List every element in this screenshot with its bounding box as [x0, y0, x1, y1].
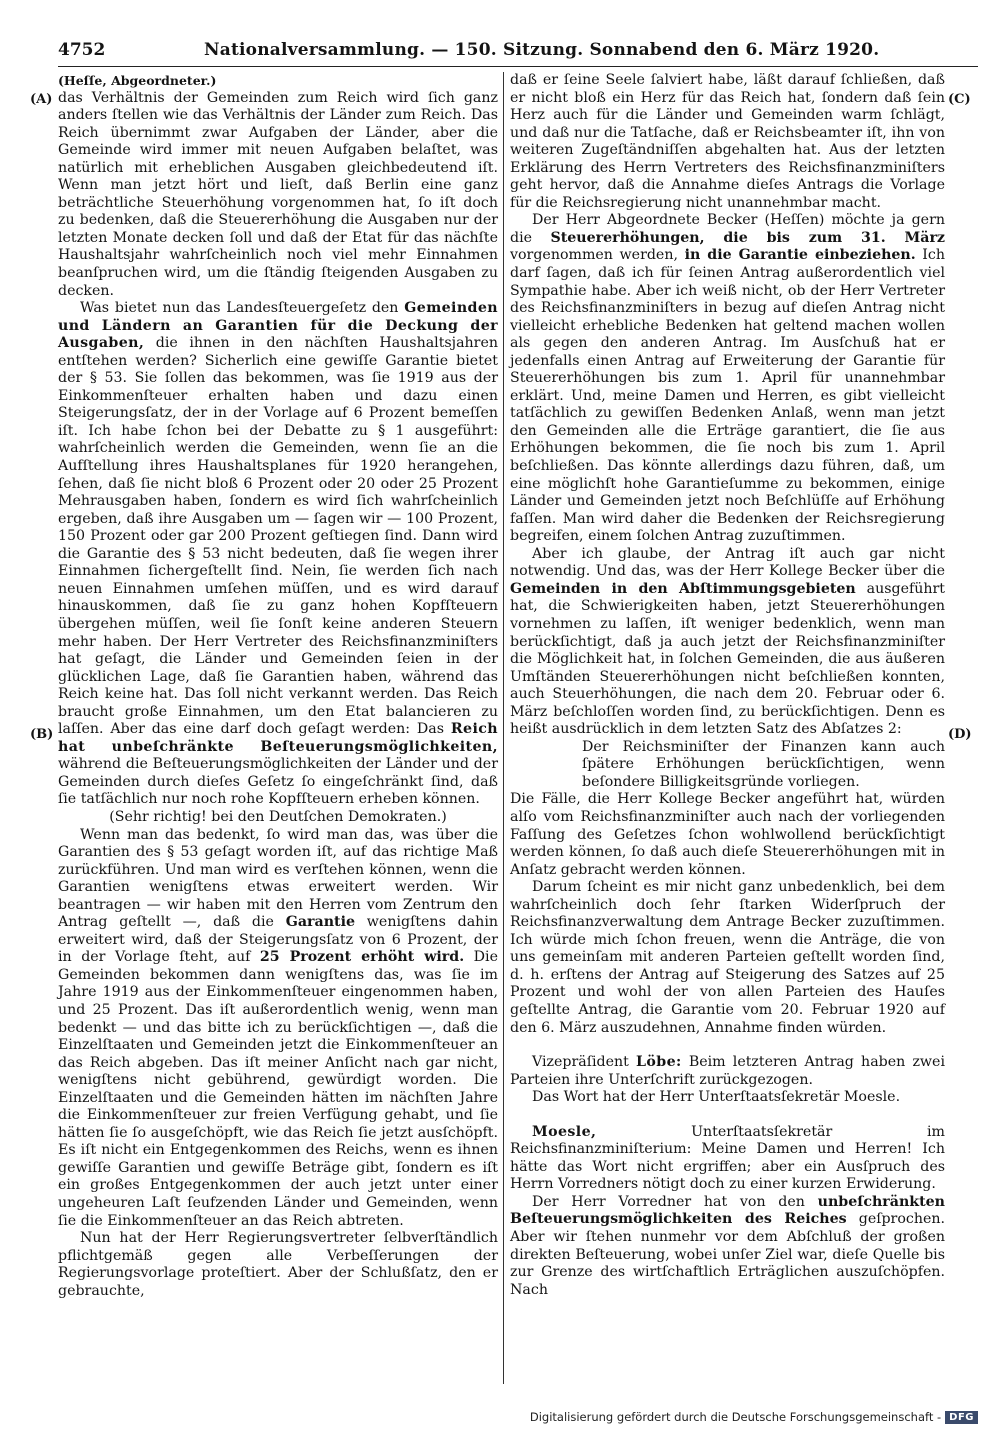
margin-mark-b: (B) [30, 727, 54, 742]
column-separator [503, 72, 504, 1384]
margin-mark-a: (A) [30, 92, 53, 107]
paragraph: Der Herr Vorredner hat von den unbeſchränkten Beſteuerungsmöglichkeiten des Reiches geſprochen. Aber wir ſtehen nunmehr vor dem Abſchluß der großen direkten Beſteuerung, wobei unſer Ziel war, dieſe Quelle bis zur Grenze des wirtſchaftlich Erträglichen auszuſchöpfen. Nach [510, 1193, 946, 1298]
paragraph: Der Herr Abgeordnete Becker (Heſſen) möchte ja gern die Steuererhöhungen, die bis zum 31. März vorgenommen werden, in die Garantie einbeziehen. Ich darf ſagen, daß ich für ſeinen Antrag außerordentlich viel Sympathie habe. Aber ich weiß nicht, ob der Herr Vertreter des Reichsfinanzminiſters in bezug auf dieſen Antrag nicht vielleicht erhebliche Bedenken hat geltend machen wollen als gegen den anderen Antrag. Im Ausſchuß hat er jedenfalls einen Antrag auf Erweiterung der Garantie für Steuererhöhungen bis zum 1. April für unannehmbar erklärt. Und, meine Damen und Herren, es gibt vielleicht tatſächlich zu gewiſſen Bedenken Anlaß, wenn man jetzt den Gemeinden alle die Erträge garantiert, die ſie aus Erhöhungen bekommen, die ſie noch bis zum 1. April beſchließen. Das könnte allerdings dazu führen, daß, um eine möglichſt hohe Garantieſumme zu bekommen, einige Länder und Gemeinden jetzt noch Beſchlüſſe auf Erhöhung faſſen. Man wird daher die Bedenken der Reichsregierung begreifen, einem ſolchen Antrag zuzuſtimmen. [510, 212, 945, 545]
paragraph: Die Fälle, die Herr Kollege Becker angeführt hat, würden alſo vom Reichsfinanzminiſter auch nach der vorliegenden Faſſung des Geſetzes ſchon wohlwollend berückſichtigt werden können, ſo daß auch dieſe Steuererhöhungen mit in Anſatz gebracht werden können. [510, 791, 945, 878]
paragraph: Was bietet nun das Landesſteuergeſetz den Gemeinden und Ländern an Garantien für die Deckung der Ausgaben, die ihnen in den nächſten Haushaltsjahren entſtehen werden? Sicherlich eine gewiſſe Garantie bietet der § 53. Sie ſollen das bekommen, was ſie 1919 aus der Einkommenſteuer erhalten haben und dazu einen Steigerungsſatz, der in der Vorlage auf 6 Prozent bemeſſen iſt. Ich habe ſchon bei der Debatte zu § 1 ausgeführt: wahrſcheinlich werden die Gemeinden, wenn ſie an die Aufſtellung ihres Haushaltsplanes für 1920 herangehen, ſehen, daß ſie nicht bloß 6 Prozent oder 20 oder 25 Prozent Mehrausgaben haben, ſondern es wird ſich wahrſcheinlich ergeben, daß ihre Ausgaben um — ſagen wir — 100 Prozent, 150 Prozent oder gar 200 Prozent geſtiegen ſind. Dann wird die Garantie des § 53 nicht bedeuten, daß ſie wegen ihrer Einnahmen ſichergeſtellt ſind. Nein, ſie werden ſich nach neuen Einnahmen umſehen müſſen, und es wird darauf hinauskommen, daß ſie zu ganz hohen Kopfſteuern übergehen müſſen, weil ſie ſonſt keine anderen Steuern mehr haben. Der Herr Vertreter des Reichsfinanzminiſters hat geſagt, die Länder und Gemeinden ſeien in der glücklichen Lage, daß ſie Garantien haben, während das Reich keine hat. Das ſoll nicht verkannt werden. Das Reich braucht große Einnahmen, um den Etat balancieren zu laſſen. Aber das eine darf doch geſagt werden: Das Reich hat unbeſchränkte Beſteuerungsmöglichkeiten, während die Beſteuerungsmöglichkeiten der Länder und der Gemeinden durch dieſes Geſetz ſo eingeſchränkt ſind, daß ſie tatſächlich nur noch rohe Kopfſteuern erheben können. [58, 300, 498, 808]
footer-text: Digitalisierung gefördert durch die Deutsche Forschungsgemeinschaft - [529, 1410, 942, 1424]
page-title: Nationalversammlung. — 150. Sitzung. Sonnabend den 6. März 1920. [203, 40, 880, 60]
paragraph: daß er ſeine Seele ſalviert habe, läßt darauf ſchließen, daß er nicht bloß ein Herz für das Reich hat, ſondern daß ſein Herz auch für die Länder und Gemeinden warm ſchlägt, und daß nur die Tatſache, daß er Reichsbeamter iſt, ihn von weiteren Zugeſtändniſſen abgehalten hat. Aus der letzten Erklärung des Herrn Vertreters des Reichsfinanzminiſters geht hervor, daß die Annahme dieſes Antrags die Vorlage für die Reichsregierung nicht unannehmbar macht. [510, 72, 945, 211]
header-rule [58, 66, 978, 67]
left-column [58, 72, 498, 1300]
digitization-footer [530, 1410, 978, 1424]
speaker-attribution: (Heſſe, Abgeordneter.) [58, 73, 217, 88]
paragraph: Darum ſcheint es mir nicht ganz unbedenklich, bei dem wahrſcheinlich doch ſehr ſtarken Widerſpruch der Reichsfinanzverwaltung dem Antrage Becker zuzuſtimmen. Ich würde mich ſchon freuen, wenn die Anträge, die von uns gemeinſam mit anderen Parteien geſtellt worden ſind, d. h. erſtens der Antrag auf Steigerung des Satzes auf 25 Prozent und wohl der von allen Parteien des Hauſes geſtellte Antrag, die Garantie vom 20. Februar 1920 auf den 6. März auszudehnen, Annahme finden würden. [510, 879, 945, 1036]
paragraph: das Verhältnis der Gemeinden zum Reich wird ſich ganz anders ſtellen wie das Verhältnis der Länder zum Reich. Das Reich übernimmt zwar Aufgaben der Länder, aber die Gemeinde wird immer mit neuen Aufgaben belaſtet, was natürlich mit erheblichen Ausgaben gleichbedeutend iſt. Wenn man jetzt hört und lieſt, daß Berlin eine ganz beträchtliche Steuerhöhung vorgenommen hat, ſo iſt doch zu bedenken, daß die Steuererhöhung die Ausgaben nur der letzten Monate decken ſoll und daß der Etat für das nächſte Haushaltsjahr wahrſcheinlich noch viel mehr Einnahmen beanſpruchen wird, um die ſtändig ſteigenden Ausgaben zu decken. [58, 89, 498, 299]
paragraph: Vizepräſident Löbe: Beim letzteren Antrag haben zwei Parteien ihre Unterſchrift zurückgezogen. [510, 1054, 945, 1088]
paragraph: Nun hat der Herr Regierungsvertreter ſelbverſtändlich pflichtgemäß gegen alle Verbeſſerungen der Regierungsvorlage proteſtiert. Aber der Schlußſatz, den er gebrauchte, [58, 1230, 498, 1299]
paragraph: Aber ich glaube, der Antrag iſt auch gar nicht notwendig. Und das, was der Herr Kollege Becker über die Gemeinden in den Abſtimmungsgebieten ausgeführt hat, die Schwierigkeiten haben, jetzt Steuererhöhungen vornehmen zu laſſen, iſt weniger bedenklich, wenn man berückſichtigt, daß ja auch jetzt der Reichsfinanzminiſter die Möglichkeit hat, in ſolchen Gemeinden, die aus äußeren Umſtänden Steuererhöhungen nicht beſchließen konnten, auch Steuerhöhungen, die nach dem 20. Februar oder 6. März beſchloſſen worden ſind, zu berückſichtigen. Denn es heißt ausdrücklich in dem letzten Satz des Abſatzes 2: [510, 545, 945, 738]
page-header [58, 40, 978, 60]
interjection: (Sehr richtig! bei den Deutſchen Demokraten.) [109, 808, 447, 825]
margin-mark-d: (D) [948, 727, 972, 742]
margin-mark-c: (C) [948, 92, 971, 107]
dfg-logo: DFG [945, 1411, 978, 1424]
quotation: Der Reichsminiſter der Finanzen kann auch ſpätere Erhöhungen berückſichtigen, wenn beſondere Billigkeitsgründe vorliegen. [582, 738, 945, 790]
paragraph: Wenn man das bedenkt, ſo wird man das, was über die Garantien des § 53 geſagt worden iſt, auf das richtige Maß zurückführen. Und man wird es verſtehen können, wenn die Garantien wenigſtens etwas erweitert werden. Wir beantragen — wir haben mit den Herren vom Zentrum den Antrag geſtellt —, daß die Garantie wenigſtens dahin erweitert wird, daß der Steigerungsſatz von 6 Prozent, der in der Vorlage ſteht, auf 25 Prozent erhöht wird. Die Gemeinden bekommen dann wenigſtens das, was ſie im Jahre 1919 aus der Einkommenſteuer eingenommen haben, und 25 Prozent. Das iſt außerordentlich wenig, wenn man bedenkt — und das bitte ich zu berückſichtigen —, daß die Einzelſtaaten und Gemeinden jetzt die Einkommenſteuer an das Reich abgeben. Das iſt meiner Anſicht nach gar nicht, wenigſtens nicht gebührend, gewürdigt worden. Die Einzelſtaaten und die Gemeinden hätten im nächſten Jahre die Einkommenſteuer zur freien Verfügung gehabt, und ſie hätten ſie ſo ausgeſchöpft, wie das Reich ſie jetzt ausſchöpft. Es iſt nicht ein Entgegenkommen des Reichs, wenn es ihnen gewiſſe Garantien und gewiſſe Beträge gibt, ſondern es iſt ein großes Entgegenkommen der auch jetzt unter einer ungeheuren Laſt ſeufzenden Länder und Gemeinden, wenn ſie die Einkommenſteuer an das Reich abtreten. [58, 826, 498, 1229]
page-number: 4752 [58, 40, 106, 60]
paragraph: Das Wort hat der Herr Unterſtaatsſekretär Moesle. [532, 1089, 901, 1106]
right-column [510, 72, 945, 1299]
paragraph: Moesle, Unterſtaatsſekretär im Reichsfinanzminiſterium: Meine Damen und Herren! Ich hätte das Wort nicht ergriffen; aber ein Ausſpruch des Herrn Vorredners nötigt doch zu einer kurzen Erwiderung. [510, 1123, 945, 1193]
